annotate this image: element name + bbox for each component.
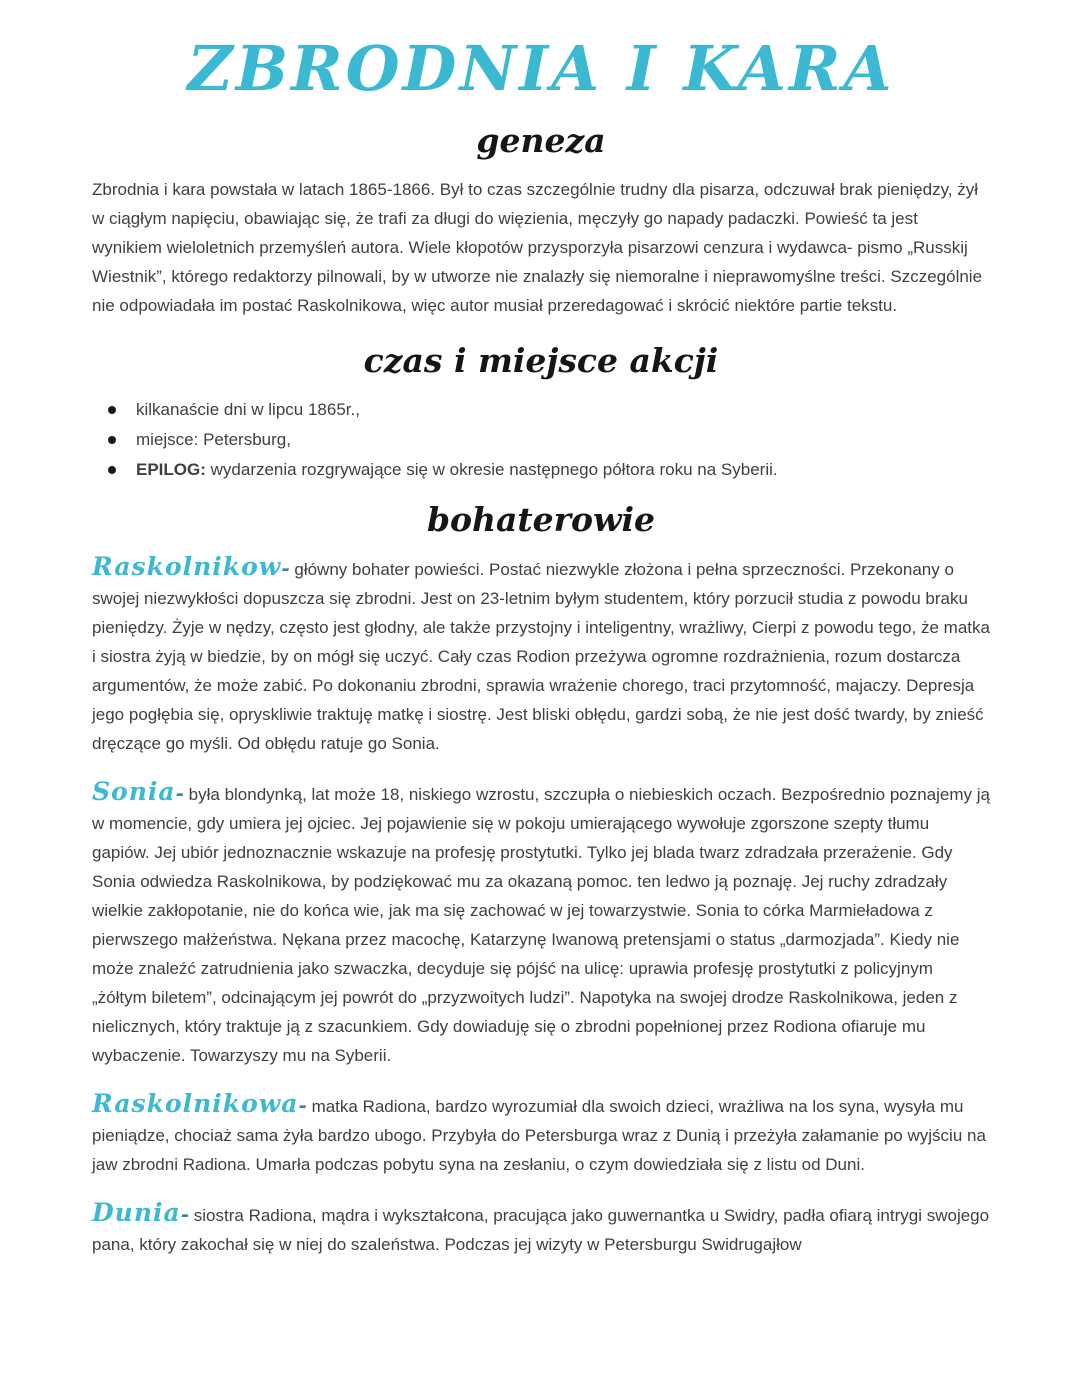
time-place-list: [92, 395, 990, 485]
character-description: matka Radiona, bardzo wyrozumiał dla swoich dzieci, wrażliwa na los syna, wysyła mu pieniądze, chociaż sama żyła bardzo ubogo. Przybyła do Petersburga wraz z Dunią i przeżyła załamanie po wyjściu na jaw zbrodni Radiona. Umarła podczas pobytu syna na zesłaniu, o czym dowiedziała się z listu od Duni.: [92, 1097, 986, 1175]
character-name: Raskolnikowa: [92, 1089, 299, 1119]
list-item-text: [136, 425, 291, 455]
list-item-bold: EPILOG:: [136, 460, 206, 480]
list-item-body: miejsce: Petersburg,: [136, 430, 291, 450]
bullet-icon: [108, 466, 116, 474]
character-paragraph-sonia: [92, 779, 990, 1070]
character-name: Raskolnikow: [92, 552, 282, 582]
document-title: ZBRODNIA I KARA: [187, 32, 895, 105]
section-heading-czas-i-miejsce: czas i miejsce akcji: [363, 341, 719, 381]
list-item-text: [136, 455, 778, 485]
character-name: Sonia: [92, 777, 176, 807]
character-description: była blondynką, lat może 18, niskiego wzrostu, szczupła o niebieskich oczach. Bezpośrednio poznajemy ją w momencie, gdy umiera jej ojciec. Jej pojawienie się w pokoju umierającego wywołuje zgorszone szepty tłumu gapiów. Jej ubiór jednoznacznie wskazuje na profesję prostytutki. Tylko jej blada twarz zdradzała przerażenie. Gdy Sonia odwiedza Raskolnikowa, by podziękować mu za okazaną pomoc. ten ledwo ją poznaję. Jej ruchy zdradzały wielkie zakłopotanie, nie do końca wie, jak ma się zachować w jej towarzystwie. Sonia to córka Marmieładowa z pierwszego małżeństwa. Nękana przez macochę, Katarzynę Iwanową pretensjami o status „darmozjada”. Kiedy nie może znaleźć zatrudnienia jako szwaczka, decyduje się pójść na ulicę: uprawia profesję prostytutki z policyjnym „żółtym biletem”, odcinającym jej powrót do „przyzwoitych ludzi”. Napotyka na swojej drodze Raskolnikowa, jeden z nielicznych, który traktuje ją z szacunkiem. Gdy dowiaduję się o zbrodni popełnionej przez Rodiona ofiaruje mu wybaczenie. Towarzyszy mu na Syberii.: [92, 785, 990, 1066]
section-bohaterowie: [92, 499, 990, 1259]
character-paragraph-raskolnikowa: [92, 1091, 990, 1179]
character-name-separator: -: [281, 556, 290, 581]
section-czas-i-miejsce: [92, 340, 990, 485]
section-geneza: [92, 120, 990, 320]
character-paragraph-dunia: [92, 1200, 990, 1259]
character-description: główny bohater powieści. Postać niezwykle złożona i pełna sprzeczności. Przekonany o swojej niezwykłości dopuszcza się zbrodni. Jest on 23-letnim byłym studentem, który porzucił studia z powodu braku pieniędzy. Żyje w nędzy, często jest głodny, ale także przystojny i inteligentny, wrażliwy, Cierpi z powodu tego, że matka i siostra żyją w biedzie, by on mógł się uczyć. Cały czas Rodion przeżywa ogromne rozdrażnienia, rozum dostarcza argumentów, że może zabić. Po dokonaniu zbrodni, sprawia wrażenie chorego, traci przytomność, majaczy. Depresja jego pogłębia się, opryskliwie traktuję matkę i siostrę. Jest bliski obłędu, gardzi sobą, że nie jest dość twardy, by znieść dręczące go myśli. Od obłędu ratuje go Sonia.: [92, 560, 990, 754]
section-heading-geneza: geneza: [476, 121, 606, 161]
list-item: [108, 425, 990, 455]
list-item-body: kilkanaście dni w lipcu 1865r.,: [136, 400, 360, 420]
character-name: Dunia: [92, 1198, 181, 1228]
character-name-separator: -: [175, 781, 184, 806]
list-item: [108, 395, 990, 425]
character-name-separator: -: [180, 1202, 190, 1227]
bullet-icon: [108, 406, 116, 414]
list-item-body: wydarzenia rozgrywające się w okresie następnego półtora roku na Syberii.: [205, 460, 778, 480]
character-paragraph-raskolnikow: [92, 554, 990, 758]
bullet-icon: [108, 436, 116, 444]
section-heading-bohaterowie: bohaterowie: [426, 500, 656, 540]
list-item: [108, 455, 990, 485]
character-description: siostra Radiona, mądra i wykształcona, pracująca jako guwernantka u Swidry, padła ofiarą intrygi swojego pana, który zakochał się w niej do szaleństwa. Podczas jej wizyty w Petersburgu Swidrugajłow: [92, 1206, 990, 1255]
list-item-text: [136, 395, 360, 425]
character-name-separator: -: [298, 1093, 307, 1118]
geneza-paragraph: Zbrodnia i kara powstała w latach 1865-1866. Był to czas szczególnie trudny dla pisarza, odczuwał brak pieniędzy, żył w ciągłym napięciu, obawiając się, że trafi za długi do więzienia, męczyły go napady padaczki. Powieść ta jest wynikiem wieloletnich przemyśleń autora. Wiele kłopotów przysporzyła pisarzowi cenzura i wydawca- pismo „Russkij Wiestnik”, którego redaktorzy pilnowali, by w utworze nie znalazły się niemoralne i nieprawomyślne treści. Szczególnie nie odpowiadała im postać Raskolnikowa, więc autor musiał przeredagować i skrócić niektóre partie tekstu.: [92, 180, 983, 316]
